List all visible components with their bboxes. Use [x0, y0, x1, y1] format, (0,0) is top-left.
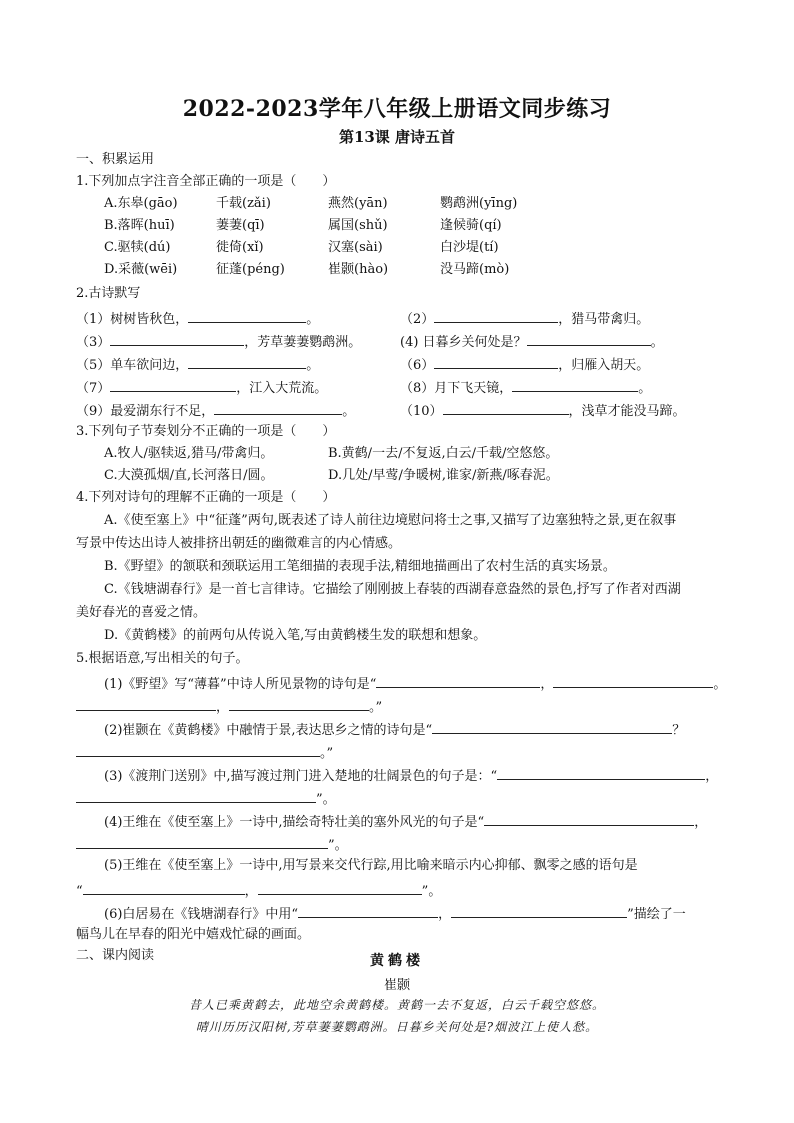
q1-option-cell: 千载(zǎi) — [216, 196, 271, 211]
q5-item-1: (1)《野望》写“薄暮”中诗人所见景物的诗句是“ ， 。 — [104, 674, 726, 693]
q1-option-cell: 没马蹄(mò) — [440, 262, 510, 277]
q5-item-2: (2)崔颢在《黄鹤楼》中融情于景,表达思乡之情的诗句是“ ？ — [104, 720, 685, 739]
q1-option-cell: 鹦鹉洲(yīng) — [440, 196, 518, 211]
q1-option-cell: 属国(shǔ) — [328, 218, 388, 233]
recite-item-6: （6） ，归雁入胡天。 — [400, 355, 649, 374]
recite-item-8: （8）月下飞天镜， 。 — [400, 378, 651, 397]
section-heading-1: 一、积累运用 — [76, 152, 155, 167]
recite-item-4: (4) 日暮乡关何处是？ 。 — [400, 332, 664, 351]
q4-option-d: D.《黄鹤楼》的前两句从传说入笔,写由黄鹤楼生发的联想和想象。 — [104, 628, 487, 643]
q4-option-c: C.《钱塘湖春行》是一首七言律诗。它描绘了刚刚披上春装的西湖春意盎然的景色,抒写了作者对西湖 — [104, 582, 681, 597]
page-subtitle: 第13课 唐诗五首 — [338, 128, 456, 146]
q1-option-cell: 崔颢(hào) — [328, 262, 389, 277]
recite-item-10: （10） ，浅草才能没马蹄。 — [400, 401, 686, 420]
recite-item-2: （2） ，猎马带禽归。 — [400, 309, 649, 328]
q1-option-cell: 徙倚(xǐ) — [216, 240, 264, 255]
q5-item-3: (3)《渡荆门送别》中,描写渡过荆门进入楚地的壮阔景色的句子是：“ ， — [104, 766, 718, 785]
q5-item-4-cont: ”。 — [76, 835, 348, 854]
q1-option-cell: 白沙堤(tí) — [440, 240, 499, 255]
q1-option-cell: 逢候骑(qí) — [440, 218, 502, 233]
q4-option-a-cont: 写景中传达出诗人被排挤出朝廷的幽微难言的内心情感。 — [76, 536, 402, 551]
question-4-stem: 4.下列对诗句的理解不正确的一项是（ ） — [76, 490, 336, 505]
q3-option-a: A.牧人/驱犊返,猎马/带禽归。 — [104, 446, 274, 461]
recite-item-1: （1）树树皆秋色， 。 — [76, 309, 319, 328]
recite-item-7: （7） ，江入大荒流。 — [76, 378, 327, 397]
question-1-stem: 1.下列加点字注音全部正确的一项是（ ） — [76, 174, 336, 189]
q1-option-cell: D.采薇(wēi) — [104, 262, 178, 277]
q5-item-1-cont: ， 。” — [76, 697, 382, 716]
q5-item-3-cont: ”。 — [76, 789, 336, 808]
question-2-stem: 2.古诗默写 — [76, 286, 141, 301]
recite-item-5: （5）单车欲问边， 。 — [76, 355, 319, 374]
q3-option-c: C.大漠孤烟/直,长河落日/圆。 — [104, 468, 274, 483]
recite-item-9: （9）最爱湖东行不足， 。 — [76, 401, 355, 420]
q5-item-4: (4)王维在《使至塞上》一诗中,描绘奇特壮美的塞外风光的句子是“ ， — [104, 812, 707, 831]
q5-item-5: (5)王维在《使至塞上》一诗中,用写景来交代行踪,用比喻来暗示内心抑郁、飘零之感的语句是 — [104, 858, 638, 873]
poem-line-2: 晴川历历汉阳树,芳草萋萋鹦鹉洲。日暮乡关何处是?烟波江上使人愁。 — [195, 1020, 599, 1034]
poem-author: 崔颢 — [383, 978, 410, 993]
q1-option-cell: B.落晖(huī) — [104, 218, 175, 233]
poem-title: 黄鹤楼 — [370, 953, 424, 969]
q3-option-b: B.黄鹤/一去/不复返,白云/千载/空悠悠。 — [328, 446, 559, 461]
page-title: 2022-2023学年八年级上册语文同步练习 — [182, 96, 612, 122]
q5-item-2-cont: 。” — [76, 743, 333, 762]
q4-option-c-cont: 美好春光的喜爱之情。 — [76, 605, 207, 620]
recite-item-3: （3） ，芳草萋萋鹦鹉洲。 — [76, 332, 361, 351]
section-heading-2: 二、课内阅读 — [76, 948, 155, 963]
q5-item-5-cont: “ ， ”。 — [76, 881, 441, 900]
q4-option-b: B.《野望》的颔联和颈联运用工笔细描的表现手法,精细地描画出了农村生活的真实场景。 — [104, 559, 616, 574]
q1-option-cell: C.驱犊(dú) — [104, 240, 171, 255]
q1-option-cell: A.东皋(gāo) — [104, 196, 178, 211]
question-3-stem: 3.下列句子节奏划分不正确的一项是（ ） — [76, 424, 336, 439]
q3-option-d: D.几处/早莺/争暖树,谁家/新燕/啄春泥。 — [328, 468, 559, 483]
q5-item-6: (6)白居易在《钱塘湖春行》中用“ ， ”描绘了一 — [104, 904, 686, 923]
poem-line-1: 昔人已乘黄鹤去，此地空余黄鹤楼。黄鹤一去不复返，白云千载空悠悠。 — [188, 998, 605, 1012]
q5-item-6-cont: 幅鸟儿在早春的阳光中嬉戏忙碌的画面。 — [76, 927, 311, 942]
q1-option-cell: 燕然(yān) — [328, 196, 388, 211]
q4-option-a: A.《使至塞上》中“征蓬”两句,既表述了诗人前往边境慰问将士之事,又描写了边塞独特之景,更在叙事 — [104, 513, 677, 528]
q1-option-cell: 汉塞(sài) — [328, 240, 383, 255]
q1-option-cell: 征蓬(péng) — [216, 262, 285, 277]
question-5-stem: 5.根据语意,写出相关的句子。 — [76, 651, 249, 666]
q1-option-cell: 萋萋(qī) — [216, 218, 265, 233]
